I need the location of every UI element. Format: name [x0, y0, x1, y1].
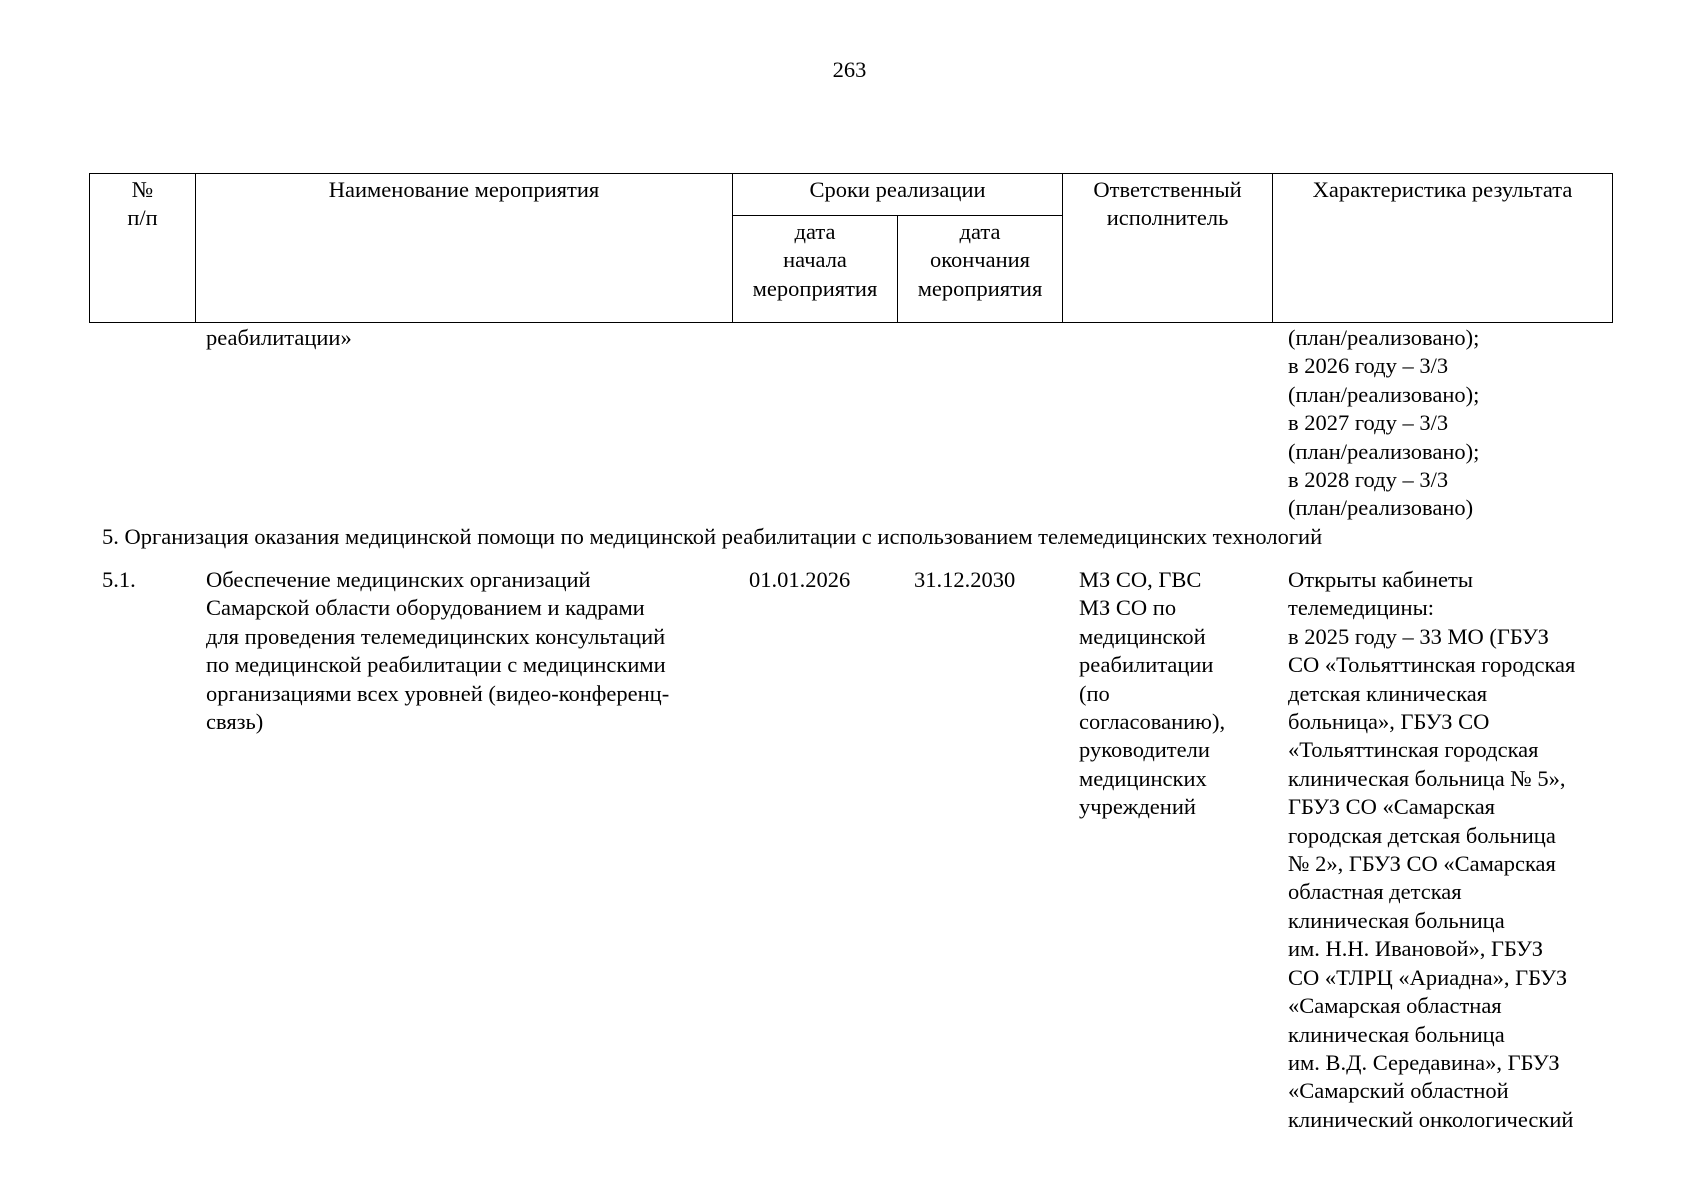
- header-terms: Сроки реализации: [733, 174, 1063, 216]
- row-result: Открыты кабинеты телемедицины: в 2025 году – 33 МО (ГБУЗ СО «Тольяттинская городская детская клиническая больница», ГБУЗ СО «Тольяттинская городская клиническая больница № 5», ГБУЗ СО «Самарская городская детская больница № 2», ГБУЗ СО «Самарская областная детская клиническая больница им. Н.Н. Ивановой», ГБУЗ СО «ТЛРЦ «Ариадна», ГБУЗ «Самарская областная клиническая больница им. В.Д. Середавина», ГБУЗ «Самарский областной клинический онкологический: [1288, 567, 1576, 1132]
- continuation-name: реабилитации»: [206, 325, 352, 350]
- table-header: [89, 173, 1613, 323]
- header-name: Наименование мероприятия: [196, 174, 733, 323]
- header-start-date: дата начала мероприятия: [733, 216, 898, 323]
- section-title: 5. Организация оказания медицинской помощи по медицинской реабилитации с использованием телемедицинских технологий: [102, 524, 1323, 549]
- row-name: Обеспечение медицинских организаций Самарской области оборудованием и кадрами для проведения телемедицинских консультаций по медицинской реабилитации с медицинскими организациями всех уровней (видео-конференц- связь): [206, 567, 670, 735]
- header-executor: Ответственный исполнитель: [1063, 174, 1273, 323]
- row-end-date: 31.12.2030: [914, 567, 1016, 592]
- header-result: Характеристика результата: [1273, 174, 1613, 323]
- header-end-date: дата окончания мероприятия: [898, 216, 1063, 323]
- row-number: 5.1.: [102, 567, 136, 592]
- row-executor: МЗ СО, ГВС МЗ СО по медицинской реабилитации (по согласованию), руководители медицинских учреждений: [1079, 567, 1226, 820]
- row-start-date: 01.01.2026: [749, 567, 851, 592]
- header-num: № п/п: [90, 174, 196, 323]
- page-number: 263: [832, 57, 867, 82]
- continuation-result: (план/реализовано); в 2026 году – 3/3 (план/реализовано); в 2027 году – 3/3 (план/реализовано); в 2028 году – 3/3 (план/реализовано): [1288, 325, 1480, 521]
